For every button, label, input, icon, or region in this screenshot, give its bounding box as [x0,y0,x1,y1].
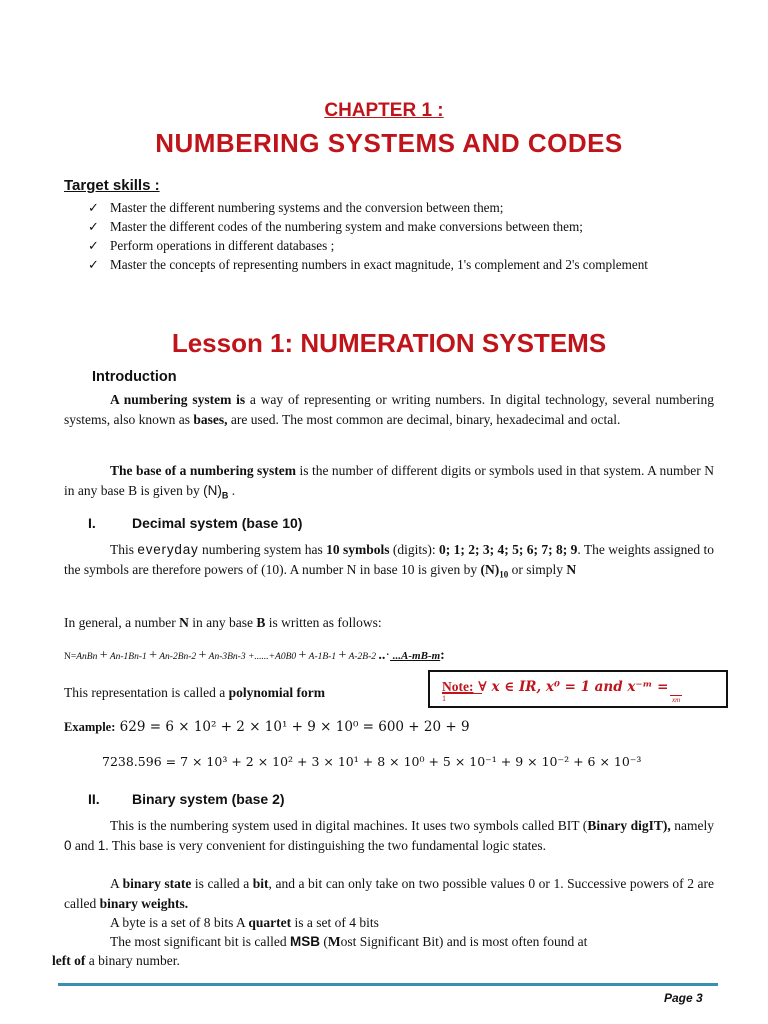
section-1-heading: I. Decimal system (base 10) [88,515,303,531]
general-form-line: In general, a number N in any base B is written as follows: [64,615,382,630]
target-skills-list [88,198,688,274]
binary-paragraph-4: The most significant bit is called MSB (Most Significant Bit) and is most often found at [110,934,588,949]
chapter-label: CHAPTER 1 : [324,100,444,121]
footer-rule [58,983,718,986]
chapter-title: NUMBERING SYSTEMS AND CODES [155,128,623,158]
checkmark-icon: ✓ [88,238,100,253]
note-box: Note: ∀ x ∈ IR, x⁰ = 1 and x⁻ᵐ = 1 xm [428,670,728,708]
target-skills-heading: Target skills : [64,177,160,194]
polynomial-form-line: This representation is called a polynomial form [64,685,325,700]
list-item: ✓ Master the concepts of representing numbers in exact magnitude, 1's complement and 2's complement [88,257,648,272]
lesson-title: Lesson 1: NUMERATION SYSTEMS [171,328,607,358]
list-item: ✓ Master the different numbering systems and the conversion between them; [88,200,504,215]
section-2-heading: II. Binary system (base 2) [88,791,285,807]
polynomial-formula: N=AnBn + An-1Bn-1 + An-2Bn-2 + An-3Bn-3 +......+A0B0 + A-1B-1 + A-2B-2 ..· ...A-mB-m: [64,648,445,663]
binary-paragraph-1: This is the numbering system used in digital machines. It uses two symbols called BIT (Binary digIT), namely 0 and 1. This base is very convenient for distinguishing the two fundamental logic states. [64,818,714,853]
decimal-paragraph: This everyday numbering system has 10 symbols (digits): 0; 1; 2; 3; 4; 5; 6; 7; 8; 9. The weights assigned to the symbols are therefore powers of (10). A number N in base 10 is given by $(N)_{10}$ or simply N [64,542,714,580]
checkmark-icon: ✓ [88,219,100,234]
binary-paragraph-2: A binary state is called a bit, and a bit can only take on two possible values 0 or 1. Successive powers of 2 are called binary weights. [64,876,714,911]
binary-paragraph-3: A byte is a set of 8 bits A quartet is a set of 4 bits [110,915,379,930]
binary-paragraph-5: left of a binary number. [52,953,180,968]
checkmark-icon: ✓ [88,257,100,272]
example-line-1: Example: 629 = 6 × 10² + 2 × 10¹ + 9 × 10⁰ = 600 + 20 + 9 [64,719,470,735]
page-number: Page 3 [664,991,703,1005]
list-item: ✓ Perform operations in different databases ; [88,238,335,253]
checkmark-icon: ✓ [88,200,100,215]
intro-paragraph-1: A numbering system is a way of representing or writing numbers. In digital technology, several numbering systems, also known as bases, are used. The most common are decimal, binary, hexadecimal and octal. [64,392,714,427]
intro-paragraph-2: The base of a numbering system is the number of different digits or symbols used in that system. A number N in any base B is given by $(N)_B$ . [64,463,714,501]
list-item: ✓ Master the different codes of the numbering system and make conversions between them; [88,219,583,234]
example-line-2: 7238.596 = 7 × 10³ + 2 × 10² + 3 × 10¹ + 8 × 10⁰ + 5 × 10⁻¹ + 9 × 10⁻² + 6 × 10⁻³ [102,754,642,769]
introduction-heading: Introduction [92,369,177,385]
